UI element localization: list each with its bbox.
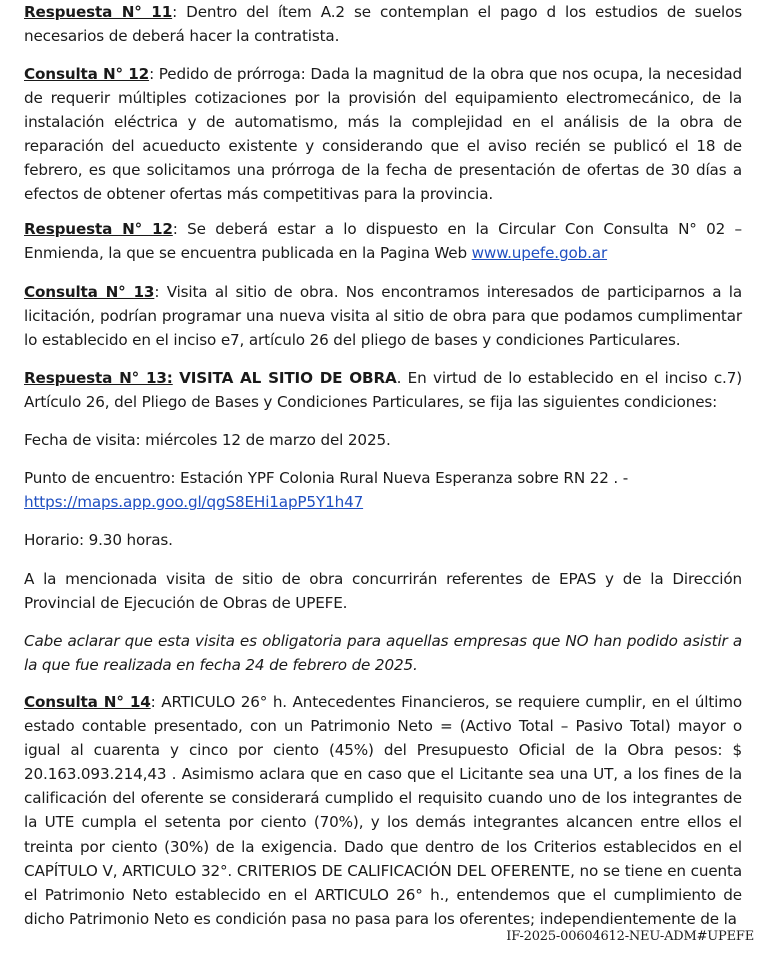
respuesta-13-label: Respuesta N° 13:	[24, 369, 173, 387]
document-id-footer: IF-2025-00604612-NEU-ADM#UPEFE	[506, 929, 754, 944]
maps-link[interactable]: https://maps.app.goo.gl/qgS8EHi1apP5Y1h47	[24, 493, 364, 512]
consulta-14-label: Consulta N° 14	[24, 693, 151, 711]
consulta-12	[24, 62, 742, 207]
consulta-13-text: : Visita al sitio de obra. Nos encontramos interesados de participarnos a la licitación, podrían programar una nueva visita al sitio de obra para que podamos cumplimentar lo establecido en el inciso e7, artículo 26 del pliego de bases y condiciones Particulares.	[24, 283, 742, 350]
respuesta-13-text: . En virtud de lo establecido en el inciso c.7) Artículo 26, del Pliego de Bases y Condiciones Particulares, se fija las siguientes condiciones:	[24, 369, 742, 412]
consulta-12-label: Consulta N° 12	[24, 65, 150, 83]
consulta-12-text: : Pedido de prórroga: Dada la magnitud de la obra que nos ocupa, la necesidad de requerir múltiples cotizaciones por la provisión del equipamiento electromecánico, de la instalación eléctrica y de automatismo, más la complejidad en el análisis de la obra de reparación del acueducto existente y considerando que el aviso recién se publicó el 18 de febrero, es que solicitamos una prórroga de la fecha de presentación de ofertas de 30 días a efectos de obtener ofertas más competitivas para la provincia.	[24, 65, 742, 204]
respuesta-13	[24, 366, 742, 414]
respuesta-11-label: Respuesta N° 11	[24, 3, 173, 21]
respuesta-11	[24, 0, 742, 48]
respuesta-12-text: : Se deberá estar a lo dispuesto en la Circular Con Consulta N° 02 – Enmienda, la que se encuentra publicada en la Pagina Web	[24, 220, 743, 263]
visit-meeting-text: Punto de encuentro: Estación YPF Colonia Rural Nueva Esperanza sobre RN 22 . -	[24, 469, 629, 487]
consulta-13-label: Consulta N° 13	[24, 283, 155, 301]
visit-date: Fecha de visita: miércoles 12 de marzo del 2025.	[24, 431, 391, 449]
respuesta-12	[24, 217, 742, 265]
upefe-website-link[interactable]: www.upefe.gob.ar	[471, 244, 608, 263]
visit-attendees: A la mencionada visita de sitio de obra concurrirán referentes de EPAS y de la Dirección Provincial de Ejecución de Obras de UPEFE.	[24, 570, 742, 613]
respuesta-11-text: : Dentro del ítem A.2 se contemplan el pago d los estudios de suelos necesarios de deberá hacer la contratista.	[24, 3, 742, 46]
respuesta-13-heading: VISITA AL SITIO DE OBRA	[179, 369, 397, 387]
consulta-13	[24, 280, 742, 352]
visit-note: Cabe aclarar que esta visita es obligatoria para aquellas empresas que NO han podido asistir a la que fue realizada en fecha 24 de febrero de 2025.	[24, 632, 742, 675]
visit-time: Horario: 9.30 horas.	[24, 531, 173, 549]
respuesta-12-label: Respuesta N° 12	[24, 220, 173, 238]
consulta-14-text: : ARTICULO 26° h. Antecedentes Financieros, se requiere cumplir, en el último estado contable presentado, con un Patrimonio Neto = (Activo Total – Pasivo Total) mayor o igual al cuarenta y cinco por ciento (45%) del Presupuesto Oficial de la Obra pesos: $ 20.163.093.214,43 . Asimismo aclara que en caso que el Licitante sea una UT, a los fines de la calificación del oferente se considerará cumplido el requisito cuando uno de los integrantes de la UTE cumpla el setenta por ciento (70%), y los demás integrantes alcancen entre ellos el treinta por ciento (30%) de la exigencia. Dado que dentro de los Criterios establecidos en el CAPÍTULO V, ARTICULO 32°. CRITERIOS DE CALIFICACIÓN DEL OFERENTE, no se tiene en cuenta el Patrimonio Neto establecido en el ARTICULO 26° h., entendemos que el cumplimiento de dicho Patrimonio Neto es condición pasa no pasa para los oferentes; independientemente de la	[24, 693, 743, 928]
visit-meeting-point	[24, 466, 742, 514]
consulta-14	[24, 690, 742, 931]
